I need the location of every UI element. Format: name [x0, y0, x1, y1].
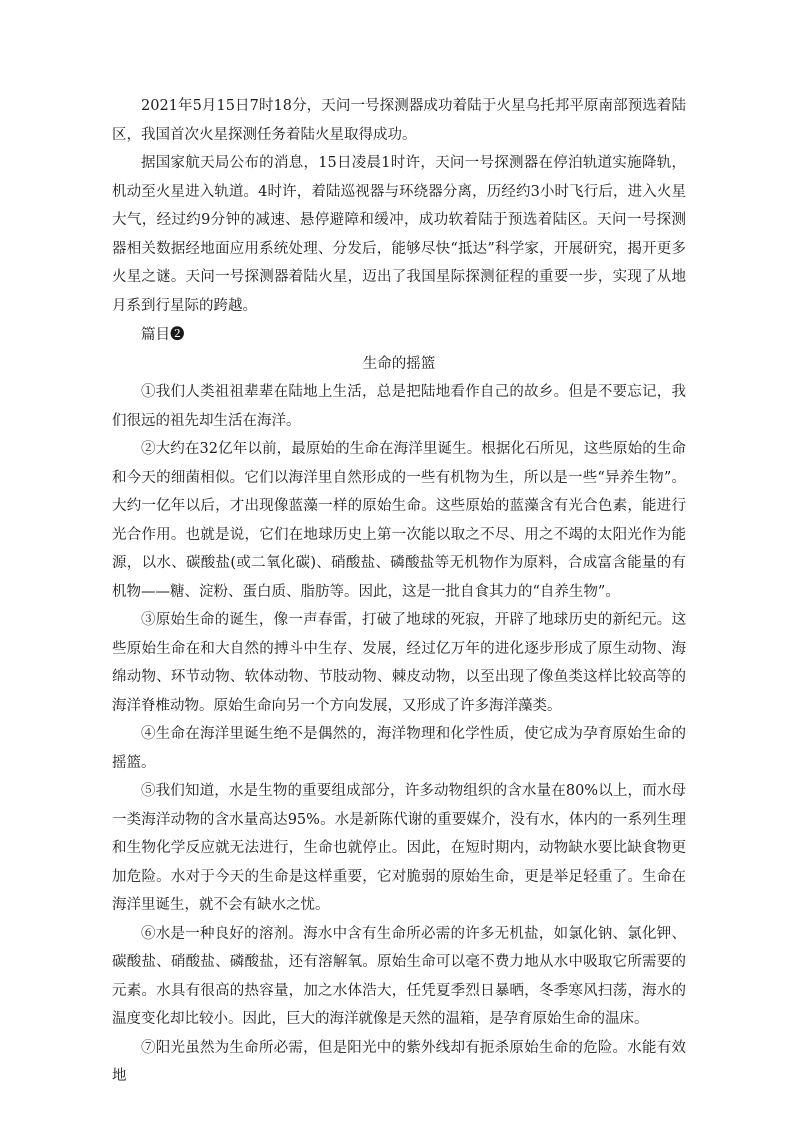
article-paragraph-4: ④生命在海洋里诞生绝不是偶然的，海洋物理和化学性质，使它成为孕育原始生命的摇篮。 — [112, 726, 686, 771]
intro-paragraph-2: 据国家航天局公布的消息，15日凌晨1时许，天问一号探测器在停泊轨道实施降轨，机动至火星进入轨道。4时许，着陆巡视器与环绕器分离，历经约3小时飞行后，进入火星大气，经过约9分钟的减速、悬停避障和缓冲，成功软着陆于预选着陆区。天问一号探测器相关数据经地面应用系统处理、分发后，能够尽快“抵达”科学家，开展研究，揭开更多火星之谜。天问一号探测器着陆火星，迈出了我国星际探测征程的重要一步，实现了从地月系到行星际的跨越。 — [112, 155, 686, 314]
document-page — [112, 92, 686, 1091]
article-paragraph-6: ⑥水是一种良好的溶剂。海水中含有生命所必需的许多无机盐，如氯化钠、氯化钾、碳酸盐、硝酸盐、磷酸盐，还有溶解氧。原始生命可以毫不费力地从水中吸取它所需要的元素。水具有很高的热容量，加之水体浩大，任凭夏季烈日暴晒，冬季寒风扫荡，海水的温度变化却比较小。因此，巨大的海洋就像是天然的温箱，是孕育原始生命的温床。 — [112, 925, 686, 1027]
article-paragraph-3: ③原始生命的诞生，像一声春雷，打破了地球的死寂，开辟了地球历史的新纪元。这些原始生命在和大自然的搏斗中生存、发展，经过亿万年的进化逐步形成了原生动物、海绵动物、环节动物、软体动物、节肢动物、棘皮动物，以至出现了像鱼类这样比较高等的海洋脊椎动物。原始生命向另一个方向发展，又形成了许多海洋藻类。 — [112, 612, 686, 714]
article-paragraph-1: ①我们人类祖祖辈辈在陆地上生活，总是把陆地看作自己的故乡。但是不要忘记，我们很远的祖先却生活在海洋。 — [112, 384, 686, 429]
article-paragraph-5: ⑤我们知道，水是生物的重要组成部分，许多动物组织的含水量在80%以上，而水母一类海洋动物的含水量高达95%。水是新陈代谢的重要媒介，没有水，体内的一系列生理和生物化学反应就无法进行，生命也就停止。因此，在短时期内，动物缺水要比缺食物更加危险。水对于今天的生命是这样重要，它对脆弱的原始生命，更是举足轻重了。生命在海洋里诞生，就不会有缺水之忧。 — [112, 783, 686, 913]
intro-paragraph-1: 2021年5月15日7时18分，天问一号探测器成功着陆于火星乌托邦平原南部预选着陆区，我国首次火星探测任务着陆火星取得成功。 — [112, 98, 686, 143]
section-label: 篇目❷ — [141, 327, 185, 343]
article-paragraph-2: ②大约在32亿年以前，最原始的生命在海洋里诞生。根据化石所见，这些原始的生命和今天的细菌相似。它们以海洋里自然形成的一些有机物为生，所以是一些“异养生物”。大约一亿年以后，才出现像蓝藻一样的原始生命。这些原始的蓝藻含有光合色素，能进行光合作用。也就是说，它们在地球历史上第一次能以取之不尽、用之不竭的太阳光作为能源，以水、碳酸盐(或二氧化碳)、硝酸盐、磷酸盐等无机物作为原料，合成富含能量的有机物——糖、淀粉、蛋白质、脂肪等。因此，这是一批自食其力的“自养生物”。 — [112, 441, 686, 600]
article-paragraph-7: ⑦阳光虽然为生命所必需，但是阳光中的紫外线却有扼杀原始生命的危险。水能有效地 — [112, 1039, 686, 1084]
article-title: 生命的摇篮 — [362, 355, 436, 372]
